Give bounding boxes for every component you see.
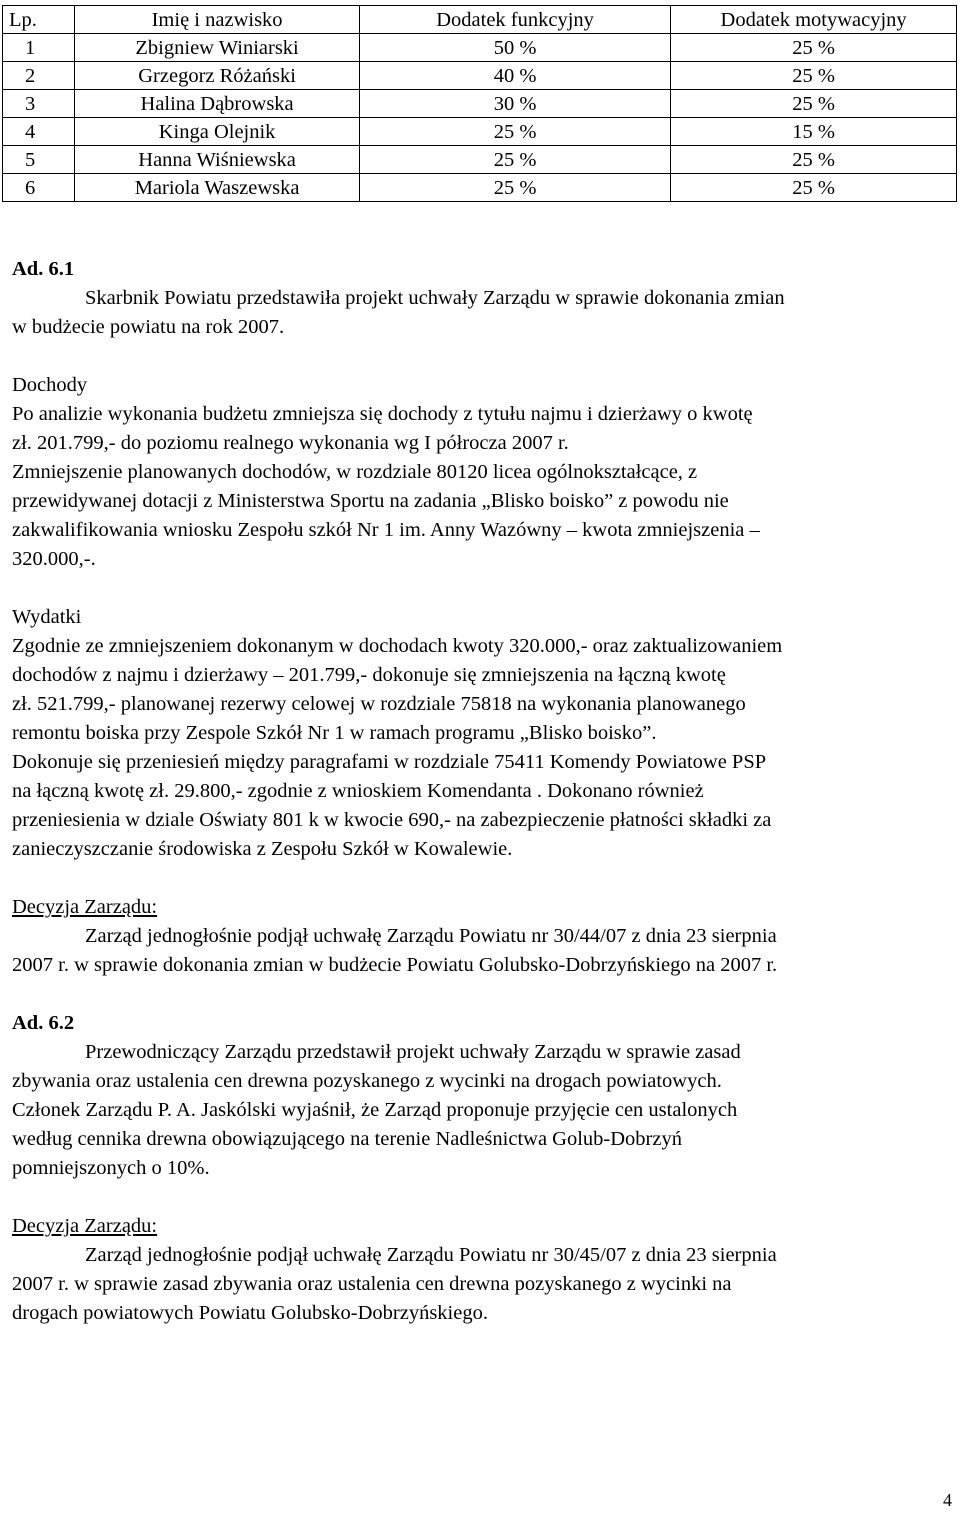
wydatki-line: dochodów z najmu i dzierżawy – 201.799,- dokonuje się zmniejszenia na łączną kwotę (12, 664, 726, 686)
cell-name: Kinga Olejnik (75, 118, 360, 146)
dochody-line: zakwalifikowania wniosku Zespołu szkół Nr 1 im. Anny Wazówny – kwota zmniejszenia – (12, 519, 760, 541)
table-row (3, 90, 957, 118)
ad62-intro-line: pomniejszonych o 10%. (12, 1157, 210, 1179)
ad62-intro-line: Przewodniczący Zarządu przedstawił projekt uchwały Zarządu w sprawie zasad (85, 1041, 741, 1063)
cell-name: Grzegorz Różański (75, 62, 360, 90)
cell-functional-bonus: 50 % (359, 34, 670, 62)
dochody-line: 320.000,-. (12, 548, 96, 570)
section-heading-ad-6-2: Ad. 6.2 (12, 1012, 75, 1034)
cell-motivational-bonus: 25 % (671, 62, 957, 90)
wydatki-heading: Wydatki (12, 606, 82, 628)
table-row (3, 146, 957, 174)
ad62-intro-line: według cennika drewna obowiązującego na terenie Nadleśnictwa Golub-Dobrzyń (12, 1128, 682, 1150)
wydatki-line: Dokonuje się przeniesień między paragrafami w rozdziale 75411 Komendy Powiatowe PSP (12, 751, 767, 773)
cell-lp: 5 (3, 146, 75, 174)
body-text (12, 255, 947, 1328)
cell-lp: 6 (3, 174, 75, 202)
wydatki-line: na łączną kwotę zł. 29.800,- zgodnie z wnioskiem Komendanta . Dokonano również (12, 780, 704, 802)
cell-name: Hanna Wiśniewska (75, 146, 360, 174)
cell-lp: 1 (3, 34, 75, 62)
wydatki-line: przeniesienia w dziale Oświaty 801 k w kwocie 690,- na zabezpieczenie płatności składki za (12, 809, 772, 831)
cell-lp: 4 (3, 118, 75, 146)
table-row (3, 34, 957, 62)
ad61-intro-line: Skarbnik Powiatu przedstawiła projekt uchwały Zarządu w sprawie dokonania zmian (85, 287, 785, 309)
decision-heading: Decyzja Zarządu: (12, 1215, 158, 1237)
decision-line: Zarząd jednogłośnie podjął uchwałę Zarządu Powiatu nr 30/44/07 z dnia 23 sierpnia (85, 925, 777, 947)
cell-name: Mariola Waszewska (75, 174, 360, 202)
decision-line: Zarząd jednogłośnie podjął uchwałę Zarządu Powiatu nr 30/45/07 z dnia 23 sierpnia (85, 1244, 777, 1266)
cell-motivational-bonus: 25 % (671, 174, 957, 202)
cell-lp: 2 (3, 62, 75, 90)
bonus-table (2, 5, 957, 202)
wydatki-line: Zgodnie ze zmniejszeniem dokonanym w dochodach kwoty 320.000,- oraz zaktualizowaniem (12, 635, 783, 657)
dochody-line: zł. 201.799,- do poziomu realnego wykonania wg I półrocza 2007 r. (12, 432, 569, 454)
dochody-line: Po analizie wykonania budżetu zmniejsza się dochody z tytułu najmu i dzierżawy o kwotę (12, 403, 753, 425)
header-motivational-bonus: Dodatek motywacyjny (671, 6, 957, 34)
spacer (12, 864, 947, 893)
header-lp: Lp. (3, 6, 75, 34)
cell-functional-bonus: 25 % (359, 146, 670, 174)
spacer (12, 1183, 947, 1212)
decision-line: 2007 r. w sprawie dokonania zmian w budżecie Powiatu Golubsko-Dobrzyńskiego na 2007 r. (12, 954, 778, 976)
cell-lp: 3 (3, 90, 75, 118)
header-name: Imię i nazwisko (75, 6, 360, 34)
dochody-heading: Dochody (12, 374, 88, 396)
cell-functional-bonus: 25 % (359, 118, 670, 146)
dochody-line: Zmniejszenie planowanych dochodów, w rozdziale 80120 licea ogólnokształcące, z (12, 461, 698, 483)
cell-functional-bonus: 25 % (359, 174, 670, 202)
cell-functional-bonus: 40 % (359, 62, 670, 90)
spacer (12, 342, 947, 371)
cell-motivational-bonus: 25 % (671, 146, 957, 174)
cell-motivational-bonus: 15 % (671, 118, 957, 146)
wydatki-line: zł. 521.799,- planowanej rezerwy celowej w rozdziale 75818 na wykonania planowanego (12, 693, 746, 715)
table-row (3, 62, 957, 90)
page-number: 4 (943, 1490, 952, 1510)
dochody-line: przewidywanej dotacji z Ministerstwa Sportu na zadania „Blisko boisko” z powodu nie (12, 490, 729, 512)
section-heading-ad-6-1: Ad. 6.1 (12, 258, 75, 280)
ad62-intro-line: Członek Zarządu P. A. Jaskólski wyjaśnił, że Zarząd proponuje przyjęcie cen ustalonych (12, 1099, 738, 1121)
cell-functional-bonus: 30 % (359, 90, 670, 118)
cell-name: Halina Dąbrowska (75, 90, 360, 118)
spacer (12, 574, 947, 603)
table-row (3, 174, 957, 202)
spacer (12, 980, 947, 1009)
ad61-intro-line: w budżecie powiatu na rok 2007. (12, 316, 285, 338)
header-functional-bonus: Dodatek funkcyjny (359, 6, 670, 34)
cell-motivational-bonus: 25 % (671, 90, 957, 118)
cell-motivational-bonus: 25 % (671, 34, 957, 62)
cell-name: Zbigniew Winiarski (75, 34, 360, 62)
decision-line: drogach powiatowych Powiatu Golubsko-Dobrzyńskiego. (12, 1302, 488, 1324)
decision-line: 2007 r. w sprawie zasad zbywania oraz ustalenia cen drewna pozyskanego z wycinki na (12, 1273, 732, 1295)
decision-heading: Decyzja Zarządu: (12, 896, 158, 918)
ad62-intro-line: zbywania oraz ustalenia cen drewna pozyskanego z wycinki na drogach powiatowych. (12, 1070, 722, 1092)
table-row (3, 118, 957, 146)
wydatki-line: zanieczyszczanie środowiska z Zespołu Szkół w Kowalewie. (12, 838, 513, 860)
table-header-row (3, 6, 957, 34)
wydatki-line: remontu boiska przy Zespole Szkół Nr 1 w ramach programu „Blisko boisko”. (12, 722, 657, 744)
